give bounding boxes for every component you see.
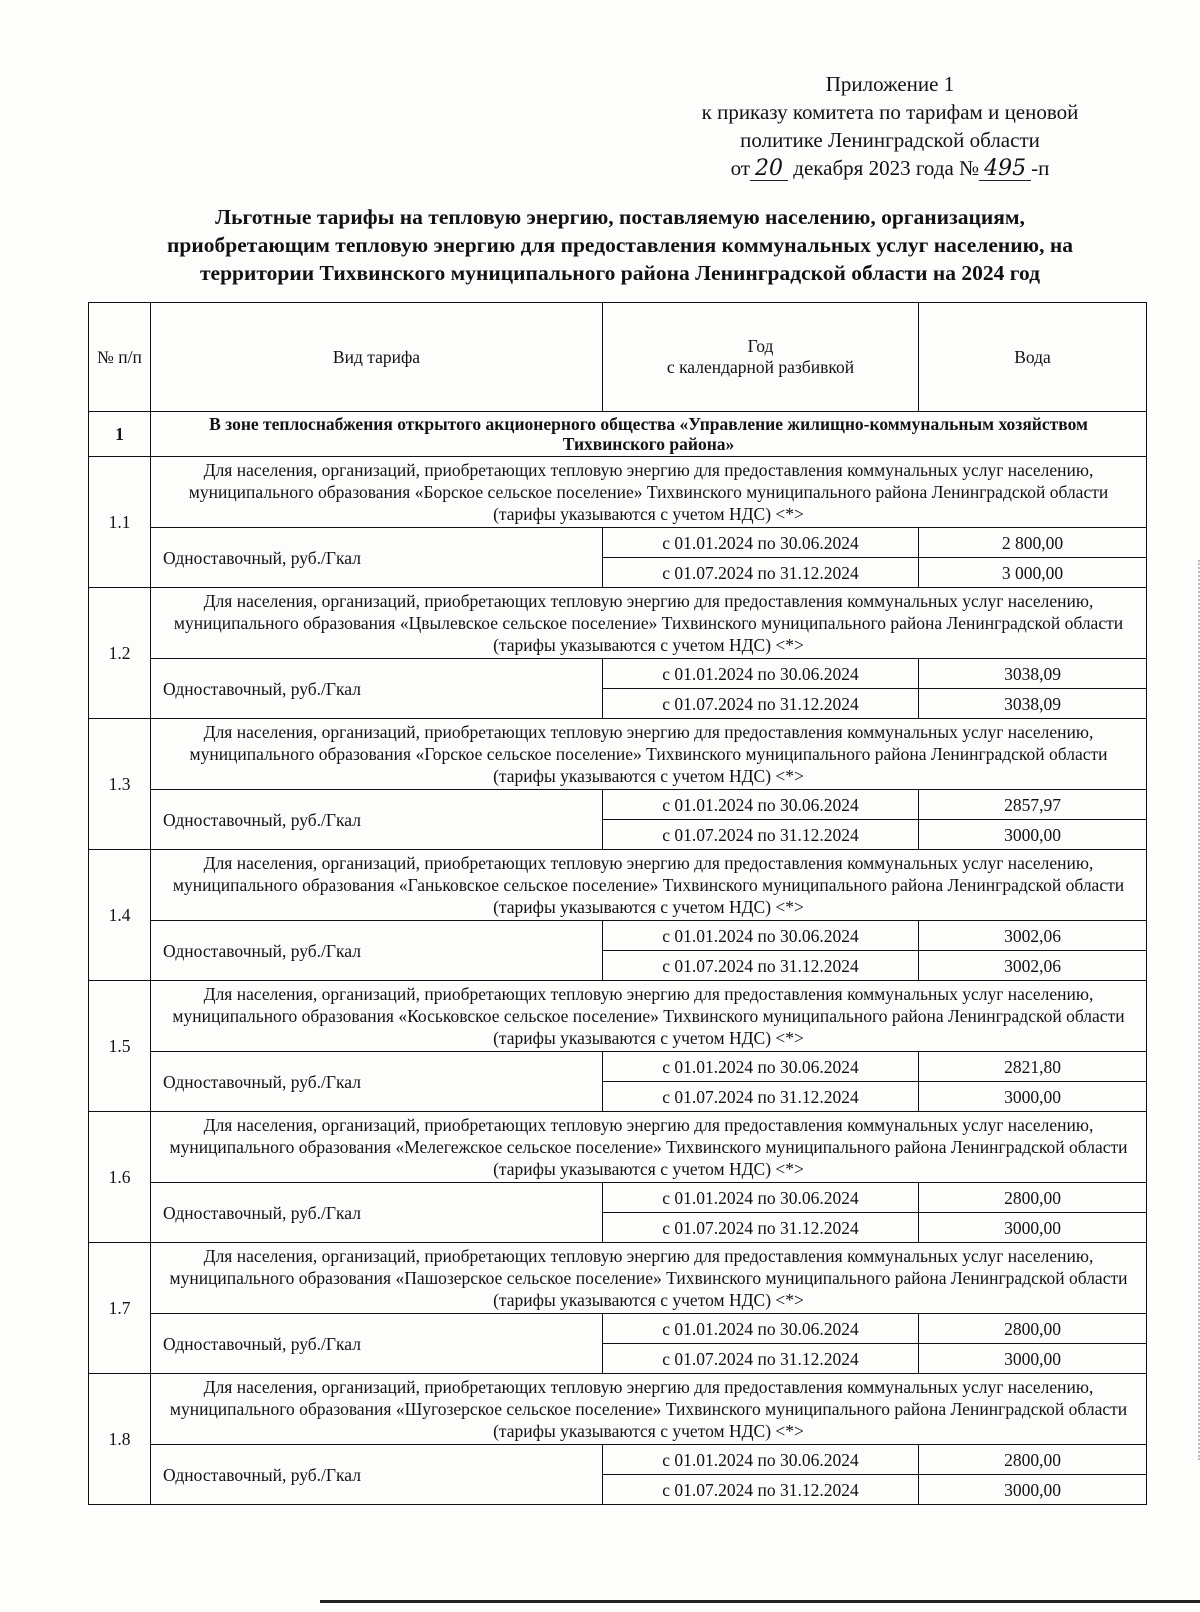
tariff-value-second-half: 3038,09	[919, 689, 1147, 719]
tariff-value-second-half: 3000,00	[919, 1082, 1147, 1112]
tariff-type: Одноставочный, руб./Гкал	[151, 1314, 603, 1374]
section-description-row	[89, 1243, 1147, 1314]
tariff-value-first-half: 2 800,00	[919, 528, 1147, 558]
title-line-3: территории Тихвинского муниципального района Ленинградской области на 2024 год	[199, 261, 1041, 285]
tariff-type: Одноставочный, руб./Гкал	[151, 1183, 603, 1243]
document-title	[90, 203, 1150, 287]
period-first-half: с 01.01.2024 по 30.06.2024	[603, 528, 919, 558]
tariff-type: Одноставочный, руб./Гкал	[151, 1052, 603, 1112]
section-number: 1.5	[89, 981, 151, 1112]
period-second-half: с 01.07.2024 по 31.12.2024	[603, 689, 919, 719]
tariff-value-second-half: 3000,00	[919, 820, 1147, 850]
section-description-row	[89, 850, 1147, 921]
annex-line-order: к приказу комитета по тарифам и ценовой	[701, 100, 1079, 124]
rate-row	[89, 1183, 1147, 1213]
tariff-value-second-half: 3000,00	[919, 1475, 1147, 1505]
period-first-half: с 01.01.2024 по 30.06.2024	[603, 790, 919, 820]
header-year-line-1: Год	[747, 336, 774, 356]
header-water: Вода	[919, 303, 1147, 412]
period-first-half: с 01.01.2024 по 30.06.2024	[603, 1445, 919, 1475]
tariff-value-first-half: 2800,00	[919, 1445, 1147, 1475]
zone-description: В зоне теплоснабжения открытого акционерного общества «Управление жилищно-коммунальным хозяйством Тихвинского района»	[151, 412, 1147, 457]
period-second-half: с 01.07.2024 по 31.12.2024	[603, 820, 919, 850]
header-year-line-2: с календарной разбивкой	[666, 357, 855, 377]
annex-date-line	[660, 154, 1120, 182]
section-description: Для населения, организаций, приобретающих тепловую энергию для предоставления коммунальных услуг населению, муниципального образования «Горское сельское поселение» Тихвинского муниципального района Ленинградской области (тарифы указываются с учетом НДС) <*>	[151, 719, 1147, 790]
tariff-value-second-half: 3000,00	[919, 1344, 1147, 1374]
period-first-half: с 01.01.2024 по 30.06.2024	[603, 1314, 919, 1344]
tariff-value-first-half: 2857,97	[919, 790, 1147, 820]
tariff-value-first-half: 2800,00	[919, 1183, 1147, 1213]
tariff-value-first-half: 2800,00	[919, 1314, 1147, 1344]
section-number: 1.1	[89, 457, 151, 588]
period-second-half: с 01.07.2024 по 31.12.2024	[603, 558, 919, 588]
title-line-2: приобретающим тепловую энергию для предоставления коммунальных услуг населению, на	[167, 233, 1073, 257]
tariff-type: Одноставочный, руб./Гкал	[151, 921, 603, 981]
zone-number: 1	[89, 412, 151, 457]
section-description: Для населения, организаций, приобретающих тепловую энергию для предоставления коммунальных услуг населению, муниципального образования «Цвылевское сельское поселение» Тихвинского муниципального района Ленинградской области (тарифы указываются с учетом НДС) <*>	[151, 588, 1147, 659]
section-number: 1.6	[89, 1112, 151, 1243]
section-number: 1.7	[89, 1243, 151, 1374]
period-second-half: с 01.07.2024 по 31.12.2024	[603, 1475, 919, 1505]
period-first-half: с 01.01.2024 по 30.06.2024	[603, 1183, 919, 1213]
period-first-half: с 01.01.2024 по 30.06.2024	[603, 659, 919, 689]
rate-row	[89, 790, 1147, 820]
section-description-row	[89, 588, 1147, 659]
section-description-row	[89, 981, 1147, 1052]
header-year	[603, 303, 919, 412]
rate-row	[89, 528, 1147, 558]
tariff-type: Одноставочный, руб./Гкал	[151, 528, 603, 588]
section-description-row	[89, 719, 1147, 790]
rate-row	[89, 1314, 1147, 1344]
section-description-row	[89, 1112, 1147, 1183]
tariff-value-first-half: 3038,09	[919, 659, 1147, 689]
handwritten-day: 20	[750, 158, 788, 181]
scan-edge-marks	[1195, 560, 1200, 1460]
section-description: Для населения, организаций, приобретающих тепловую энергию для предоставления коммунальных услуг населению, муниципального образования «Ганьковское сельское поселение» Тихвинского муниципального района Ленинградской области (тарифы указываются с учетом НДС) <*>	[151, 850, 1147, 921]
period-second-half: с 01.07.2024 по 31.12.2024	[603, 1344, 919, 1374]
section-description-row	[89, 457, 1147, 528]
tariff-value-first-half: 2821,80	[919, 1052, 1147, 1082]
section-number: 1.4	[89, 850, 151, 981]
annex-month-year: декабря 2023 года №	[793, 156, 980, 180]
annex-title: Приложение 1	[825, 72, 955, 96]
section-description: Для населения, организаций, приобретающих тепловую энергию для предоставления коммунальных услуг населению, муниципального образования «Пашозерское сельское поселение» Тихвинского муниципального района Ленинградской области (тарифы указываются с учетом НДС) <*>	[151, 1243, 1147, 1314]
period-first-half: с 01.01.2024 по 30.06.2024	[603, 921, 919, 951]
rate-row	[89, 1445, 1147, 1475]
section-number: 1.2	[89, 588, 151, 719]
annex-line-committee: политике Ленинградской области	[740, 128, 1040, 152]
period-second-half: с 01.07.2024 по 31.12.2024	[603, 1213, 919, 1243]
scan-edge-line	[320, 1600, 1200, 1603]
table-header-row	[89, 303, 1147, 412]
section-number: 1.3	[89, 719, 151, 850]
handwritten-number: 495	[979, 158, 1031, 181]
tariff-table	[88, 302, 1147, 1505]
rate-row	[89, 659, 1147, 689]
tariff-value-first-half: 3002,06	[919, 921, 1147, 951]
header-type: Вид тарифа	[151, 303, 603, 412]
section-description: Для населения, организаций, приобретающих тепловую энергию для предоставления коммунальных услуг населению, муниципального образования «Коськовское сельское поселение» Тихвинского муниципального района Ленинградской области (тарифы указываются с учетом НДС) <*>	[151, 981, 1147, 1052]
tariff-value-second-half: 3000,00	[919, 1213, 1147, 1243]
tariff-type: Одноставочный, руб./Гкал	[151, 659, 603, 719]
section-description: Для населения, организаций, приобретающих тепловую энергию для предоставления коммунальных услуг населению, муниципального образования «Борское сельское поселение» Тихвинского муниципального района Ленинградской области (тарифы указываются с учетом НДС) <*>	[151, 457, 1147, 528]
annex-header	[660, 70, 1120, 182]
section-number: 1.8	[89, 1374, 151, 1505]
tariff-type: Одноставочный, руб./Гкал	[151, 1445, 603, 1505]
period-first-half: с 01.01.2024 по 30.06.2024	[603, 1052, 919, 1082]
section-description: Для населения, организаций, приобретающих тепловую энергию для предоставления коммунальных услуг населению, муниципального образования «Шугозерское сельское поселение» Тихвинского муниципального района Ленинградской области (тарифы указываются с учетом НДС) <*>	[151, 1374, 1147, 1445]
tariff-value-second-half: 3 000,00	[919, 558, 1147, 588]
period-second-half: с 01.07.2024 по 31.12.2024	[603, 1082, 919, 1112]
annex-from: от	[730, 156, 751, 180]
period-second-half: с 01.07.2024 по 31.12.2024	[603, 951, 919, 981]
title-line-1: Льготные тарифы на тепловую энергию, поставляемую населению, организациям,	[215, 205, 1025, 229]
section-description-row	[89, 1374, 1147, 1445]
tariff-type: Одноставочный, руб./Гкал	[151, 790, 603, 850]
rate-row	[89, 1052, 1147, 1082]
section-description: Для населения, организаций, приобретающих тепловую энергию для предоставления коммунальных услуг населению, муниципального образования «Мелегежское сельское поселение» Тихвинского муниципального района Ленинградской области (тарифы указываются с учетом НДС) <*>	[151, 1112, 1147, 1183]
tariff-value-second-half: 3002,06	[919, 951, 1147, 981]
header-no: № п/п	[89, 303, 151, 412]
annex-suffix: -п	[1031, 156, 1050, 180]
zone-row	[89, 412, 1147, 457]
rate-row	[89, 921, 1147, 951]
